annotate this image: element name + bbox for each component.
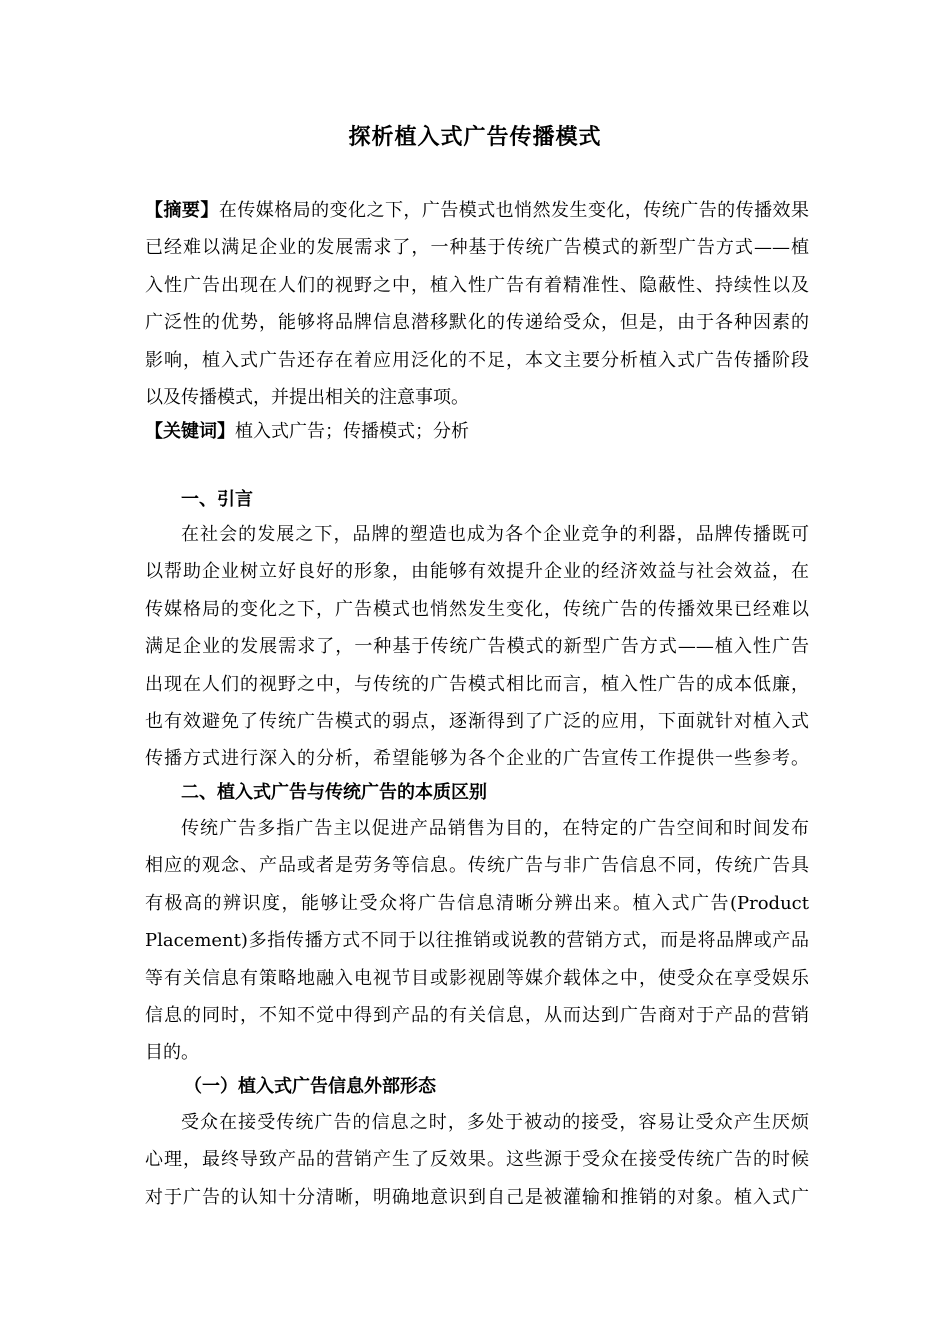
abstract-text-line: 已经难以满足企业的发展需求了，一种基于传统广告模式的新型广告方式——植: [145, 237, 809, 259]
paragraph-line: 也有效避免了传统广告模式的弱点，逐渐得到了广泛的应用，下面就针对植入式: [145, 710, 809, 732]
abstract-line: [145, 192, 809, 229]
paragraph-line: Placement)多指传播方式不同于以往推销或说教的营销方式，而是将品牌或产品: [145, 930, 809, 952]
paragraph-line: 传媒格局的变化之下，广告模式也悄然发生变化，传统广告的传播效果已经难以: [145, 598, 809, 620]
paragraph-line: 等有关信息有策略地融入电视节目或影视剧等媒介载体之中，使受众在享受娱乐: [145, 967, 809, 989]
abstract-text-line: 影响，植入式广告还存在着应用泛化的不足，本文主要分析植入式广告传播阶段: [145, 349, 809, 371]
paragraph-line: 受众在接受传统广告的信息之时，多处于被动的接受，容易让受众产生厌烦: [181, 1112, 809, 1133]
document-title: 探析植入式广告传播模式: [348, 125, 602, 150]
paragraph-line: 心理，最终导致产品的营销产生了反效果。这些源于受众在接受传统广告的时候: [145, 1149, 809, 1171]
subsection-heading-external-form: （一）植入式广告信息外部形态: [184, 1076, 436, 1097]
external-form-paragraph: [145, 1104, 809, 1216]
paragraph-line: 对于广告的认知十分清晰，明确地意识到自己是被灌输和推销的对象。植入式广: [145, 1186, 809, 1208]
introduction-paragraph: [145, 516, 809, 778]
section-heading-introduction: 一、引言: [181, 489, 253, 510]
abstract-label: 【摘要】: [145, 200, 219, 221]
abstract-text-line: 入性广告出现在人们的视野之中，植入性广告有着精准性、隐蔽性、持续性以及: [145, 274, 809, 296]
difference-paragraph: [145, 810, 809, 1072]
paragraph-line: 相应的观念、产品或者是劳务等信息。传统广告与非广告信息不同，传统广告具: [145, 855, 809, 877]
paragraph-line: 信息的同时，不知不觉中得到产品的有关信息，从而达到广告商对于产品的营销: [145, 1004, 809, 1026]
paragraph-line: 满足企业的发展需求了，一种基于传统广告模式的新型广告方式——植入性广告: [145, 636, 809, 658]
paragraph-line: 以帮助企业树立好良好的形象，由能够有效提升企业的经济效益与社会效益，在: [145, 561, 809, 583]
abstract-text-line: 广泛性的优势，能够将品牌信息潜移默化的传递给受众，但是，由于各种因素的: [145, 312, 809, 334]
keywords-paragraph: [145, 413, 809, 450]
abstract-text-line: 以及传播模式，并提出相关的注意事项。: [145, 386, 469, 408]
keywords-line: [145, 413, 809, 450]
paragraph-line: 传播方式进行深入的分析，希望能够为各个企业的广告宣传工作提供一些参考。: [145, 748, 809, 770]
keywords-label: 【关键词】: [145, 421, 235, 442]
paragraph-line: 传统广告多指广告主以促进产品销售为目的，在特定的广告空间和时间发布: [181, 818, 809, 839]
paragraph-line: 出现在人们的视野之中，与传统的广告模式相比而言，植入性广告的成本低廉，: [145, 673, 809, 695]
abstract-paragraph: [145, 192, 809, 416]
section-heading-difference: 二、植入式广告与传统广告的本质区别: [181, 782, 487, 803]
paragraph-line: 在社会的发展之下，品牌的塑造也成为各个企业竞争的利器，品牌传播既可: [181, 524, 809, 545]
paragraph-line: 有极高的辨识度，能够让受众将广告信息清晰分辨出来。植入式广告(Product: [145, 892, 809, 914]
abstract-text-line: 在传媒格局的变化之下，广告模式也悄然发生变化，传统广告的传播效果: [218, 200, 809, 221]
keywords-text: 植入式广告；传播模式；分析: [235, 421, 469, 442]
paragraph-line: 目的。: [145, 1042, 199, 1064]
